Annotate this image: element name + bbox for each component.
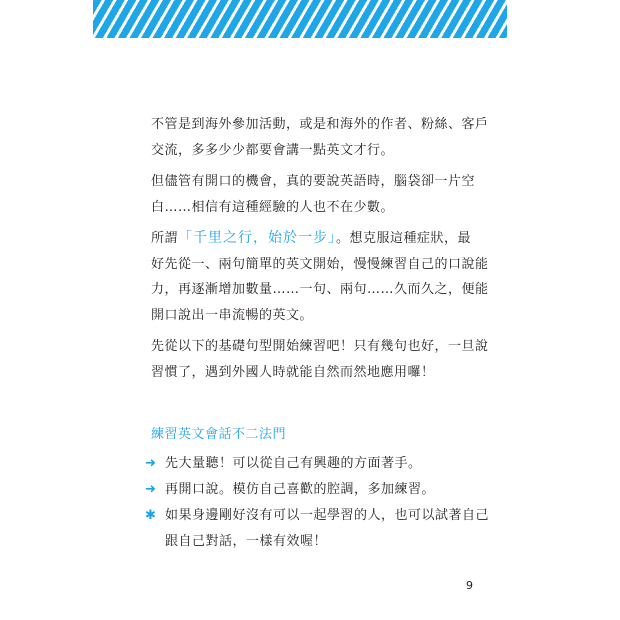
paragraph-line: 力，再逐漸增加數量……一句、兩句……久而久之，便能 <box>151 282 489 297</box>
tip-text: 再開口說。模仿自己喜歡的腔調，多加練習。 <box>165 482 436 497</box>
paragraph-line: 交流，多多少少都要會講一點英文才行。 <box>151 142 395 158</box>
paragraph-line: 白……相信有這種經驗的人也不在少數。 <box>151 199 395 215</box>
paragraph-line <box>151 226 491 252</box>
tip-text: 先大量聽！可以從自己有興趣的方面著手。 <box>165 456 422 471</box>
arrow-right-icon: ➜ <box>145 482 157 497</box>
highlight-proverb: 「千里之行，始於一步」 <box>178 230 337 246</box>
paragraph-problem <box>151 169 491 220</box>
paragraph-intro <box>151 112 491 163</box>
tip-item <box>145 451 491 477</box>
page-body <box>145 112 491 555</box>
arrow-right-icon: ➜ <box>145 456 157 471</box>
paragraph-encourage <box>151 334 491 385</box>
paragraph-line: 不管是到海外參加活動，或是和海外的作者、粉絲、客戶 <box>151 117 489 132</box>
paragraph-advice <box>151 226 491 328</box>
page-number: 9 <box>466 579 473 592</box>
paragraph-line: 好先從一、兩句簡單的英文開始，慢慢練習自己的口說能 <box>151 256 489 272</box>
tip-text: 如果身邊剛好沒有可以一起學習的人，也可以試著自己 <box>165 508 490 523</box>
paragraph-line: 開口說出一串流暢的英文。 <box>151 307 314 323</box>
header-stripe-band <box>93 0 507 38</box>
paragraph-line: 習慣了，遇到外國人時就能自然而然地應用囉！ <box>151 364 435 380</box>
text-segment: 所謂 <box>151 231 179 246</box>
text-segment: 。想克服這種症狀，最 <box>336 231 472 246</box>
section-title: 練習英文會話不二法門 <box>151 427 287 442</box>
tip-item <box>145 503 491 555</box>
tip-item <box>145 477 491 503</box>
tip-text-continued: 跟自己對話，一樣有效喔！ <box>165 534 328 549</box>
asterisk-icon: ✱ <box>145 508 157 523</box>
paragraph-line: 先從以下的基礎句型開始練習吧！只有幾句也好，一旦說 <box>151 339 489 354</box>
paragraph-line: 但儘管有開口的機會，真的要說英語時，腦袋卻一片空 <box>151 174 476 189</box>
